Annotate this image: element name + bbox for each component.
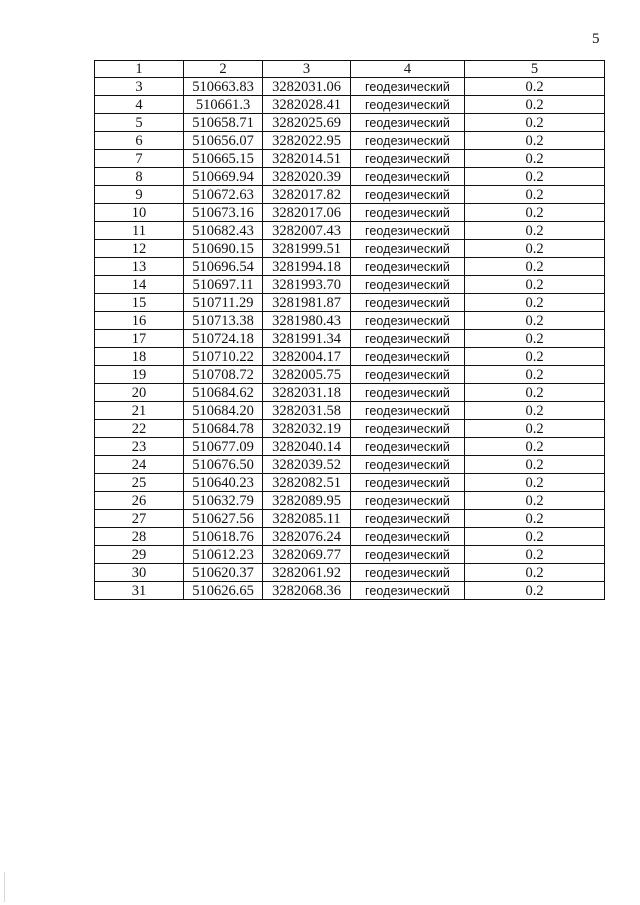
point-number-cell: 17 bbox=[95, 330, 184, 348]
table-row bbox=[95, 366, 605, 384]
table-row bbox=[95, 168, 605, 186]
y-coordinate-cell: 3282032.19 bbox=[263, 420, 351, 438]
method-cell: геодезический bbox=[351, 492, 465, 510]
y-coordinate-cell: 3282089.95 bbox=[263, 492, 351, 510]
point-number-cell: 24 bbox=[95, 456, 184, 474]
table-row bbox=[95, 204, 605, 222]
accuracy-cell: 0.2 bbox=[465, 582, 605, 600]
table-row bbox=[95, 528, 605, 546]
table-row bbox=[95, 582, 605, 600]
accuracy-cell: 0.2 bbox=[465, 456, 605, 474]
x-coordinate-cell: 510684.20 bbox=[184, 402, 263, 420]
y-coordinate-cell: 3282031.06 bbox=[263, 78, 351, 96]
column-header-5: 5 bbox=[465, 61, 605, 78]
column-header-2: 2 bbox=[184, 61, 263, 78]
table-body bbox=[95, 78, 605, 600]
table-row bbox=[95, 312, 605, 330]
y-coordinate-cell: 3282031.58 bbox=[263, 402, 351, 420]
x-coordinate-cell: 510620.37 bbox=[184, 564, 263, 582]
x-coordinate-cell: 510626.65 bbox=[184, 582, 263, 600]
y-coordinate-cell: 3282085.11 bbox=[263, 510, 351, 528]
accuracy-cell: 0.2 bbox=[465, 240, 605, 258]
point-number-cell: 22 bbox=[95, 420, 184, 438]
method-cell: геодезический bbox=[351, 78, 465, 96]
point-number-cell: 10 bbox=[95, 204, 184, 222]
method-cell: геодезический bbox=[351, 258, 465, 276]
accuracy-cell: 0.2 bbox=[465, 96, 605, 114]
x-coordinate-cell: 510697.11 bbox=[184, 276, 263, 294]
accuracy-cell: 0.2 bbox=[465, 366, 605, 384]
y-coordinate-cell: 3282017.06 bbox=[263, 204, 351, 222]
table-row bbox=[95, 420, 605, 438]
x-coordinate-cell: 510677.09 bbox=[184, 438, 263, 456]
point-number-cell: 29 bbox=[95, 546, 184, 564]
x-coordinate-cell: 510627.56 bbox=[184, 510, 263, 528]
accuracy-cell: 0.2 bbox=[465, 384, 605, 402]
method-cell: геодезический bbox=[351, 438, 465, 456]
x-coordinate-cell: 510618.76 bbox=[184, 528, 263, 546]
accuracy-cell: 0.2 bbox=[465, 528, 605, 546]
point-number-cell: 13 bbox=[95, 258, 184, 276]
table-row bbox=[95, 150, 605, 168]
point-number-cell: 8 bbox=[95, 168, 184, 186]
y-coordinate-cell: 3282007.43 bbox=[263, 222, 351, 240]
point-number-cell: 25 bbox=[95, 474, 184, 492]
point-number-cell: 7 bbox=[95, 150, 184, 168]
x-coordinate-cell: 510661.3 bbox=[184, 96, 263, 114]
table-row bbox=[95, 222, 605, 240]
table-row bbox=[95, 258, 605, 276]
method-cell: геодезический bbox=[351, 312, 465, 330]
x-coordinate-cell: 510658.71 bbox=[184, 114, 263, 132]
method-cell: геодезический bbox=[351, 168, 465, 186]
point-number-cell: 30 bbox=[95, 564, 184, 582]
table-row bbox=[95, 564, 605, 582]
point-number-cell: 3 bbox=[95, 78, 184, 96]
column-header-3: 3 bbox=[263, 61, 351, 78]
accuracy-cell: 0.2 bbox=[465, 420, 605, 438]
method-cell: геодезический bbox=[351, 582, 465, 600]
y-coordinate-cell: 3282025.69 bbox=[263, 114, 351, 132]
point-number-cell: 26 bbox=[95, 492, 184, 510]
table-row bbox=[95, 330, 605, 348]
y-coordinate-cell: 3281980.43 bbox=[263, 312, 351, 330]
coordinates-table bbox=[94, 60, 605, 600]
table-row bbox=[95, 276, 605, 294]
method-cell: геодезический bbox=[351, 474, 465, 492]
point-number-cell: 9 bbox=[95, 186, 184, 204]
x-coordinate-cell: 510673.16 bbox=[184, 204, 263, 222]
y-coordinate-cell: 3282068.36 bbox=[263, 582, 351, 600]
table-row bbox=[95, 186, 605, 204]
table-row bbox=[95, 456, 605, 474]
point-number-cell: 23 bbox=[95, 438, 184, 456]
accuracy-cell: 0.2 bbox=[465, 312, 605, 330]
point-number-cell: 18 bbox=[95, 348, 184, 366]
y-coordinate-cell: 3282082.51 bbox=[263, 474, 351, 492]
table-row bbox=[95, 384, 605, 402]
method-cell: геодезический bbox=[351, 204, 465, 222]
method-cell: геодезический bbox=[351, 150, 465, 168]
method-cell: геодезический bbox=[351, 456, 465, 474]
x-coordinate-cell: 510663.83 bbox=[184, 78, 263, 96]
table-row bbox=[95, 240, 605, 258]
point-number-cell: 16 bbox=[95, 312, 184, 330]
accuracy-cell: 0.2 bbox=[465, 294, 605, 312]
accuracy-cell: 0.2 bbox=[465, 168, 605, 186]
x-coordinate-cell: 510713.38 bbox=[184, 312, 263, 330]
point-number-cell: 20 bbox=[95, 384, 184, 402]
point-number-cell: 5 bbox=[95, 114, 184, 132]
accuracy-cell: 0.2 bbox=[465, 132, 605, 150]
y-coordinate-cell: 3282076.24 bbox=[263, 528, 351, 546]
x-coordinate-cell: 510665.15 bbox=[184, 150, 263, 168]
page-number: 5 bbox=[592, 31, 600, 47]
accuracy-cell: 0.2 bbox=[465, 276, 605, 294]
method-cell: геодезический bbox=[351, 240, 465, 258]
accuracy-cell: 0.2 bbox=[465, 348, 605, 366]
y-coordinate-cell: 3282069.77 bbox=[263, 546, 351, 564]
method-cell: геодезический bbox=[351, 132, 465, 150]
method-cell: геодезический bbox=[351, 420, 465, 438]
method-cell: геодезический bbox=[351, 294, 465, 312]
y-coordinate-cell: 3281981.87 bbox=[263, 294, 351, 312]
method-cell: геодезический bbox=[351, 528, 465, 546]
method-cell: геодезический bbox=[351, 384, 465, 402]
method-cell: геодезический bbox=[351, 222, 465, 240]
table-row bbox=[95, 546, 605, 564]
point-number-cell: 31 bbox=[95, 582, 184, 600]
table-row bbox=[95, 96, 605, 114]
accuracy-cell: 0.2 bbox=[465, 114, 605, 132]
point-number-cell: 15 bbox=[95, 294, 184, 312]
method-cell: геодезический bbox=[351, 546, 465, 564]
x-coordinate-cell: 510612.23 bbox=[184, 546, 263, 564]
accuracy-cell: 0.2 bbox=[465, 564, 605, 582]
method-cell: геодезический bbox=[351, 366, 465, 384]
accuracy-cell: 0.2 bbox=[465, 186, 605, 204]
x-coordinate-cell: 510669.94 bbox=[184, 168, 263, 186]
accuracy-cell: 0.2 bbox=[465, 150, 605, 168]
accuracy-cell: 0.2 bbox=[465, 492, 605, 510]
x-coordinate-cell: 510672.63 bbox=[184, 186, 263, 204]
table-row bbox=[95, 348, 605, 366]
table-row bbox=[95, 402, 605, 420]
x-coordinate-cell: 510632.79 bbox=[184, 492, 263, 510]
table-row bbox=[95, 474, 605, 492]
accuracy-cell: 0.2 bbox=[465, 474, 605, 492]
header-row bbox=[95, 61, 605, 78]
y-coordinate-cell: 3281999.51 bbox=[263, 240, 351, 258]
method-cell: геодезический bbox=[351, 402, 465, 420]
accuracy-cell: 0.2 bbox=[465, 204, 605, 222]
x-coordinate-cell: 510656.07 bbox=[184, 132, 263, 150]
y-coordinate-cell: 3282022.95 bbox=[263, 132, 351, 150]
y-coordinate-cell: 3282014.51 bbox=[263, 150, 351, 168]
point-number-cell: 14 bbox=[95, 276, 184, 294]
x-coordinate-cell: 510684.62 bbox=[184, 384, 263, 402]
table-row bbox=[95, 114, 605, 132]
method-cell: геодезический bbox=[351, 564, 465, 582]
method-cell: геодезический bbox=[351, 348, 465, 366]
y-coordinate-cell: 3281991.34 bbox=[263, 330, 351, 348]
accuracy-cell: 0.2 bbox=[465, 222, 605, 240]
point-number-cell: 21 bbox=[95, 402, 184, 420]
method-cell: геодезический bbox=[351, 510, 465, 528]
x-coordinate-cell: 510724.18 bbox=[184, 330, 263, 348]
point-number-cell: 4 bbox=[95, 96, 184, 114]
x-coordinate-cell: 510684.78 bbox=[184, 420, 263, 438]
method-cell: геодезический bbox=[351, 114, 465, 132]
column-header-1: 1 bbox=[95, 61, 184, 78]
x-coordinate-cell: 510708.72 bbox=[184, 366, 263, 384]
point-number-cell: 28 bbox=[95, 528, 184, 546]
point-number-cell: 19 bbox=[95, 366, 184, 384]
table-row bbox=[95, 492, 605, 510]
method-cell: геодезический bbox=[351, 186, 465, 204]
point-number-cell: 11 bbox=[95, 222, 184, 240]
point-number-cell: 6 bbox=[95, 132, 184, 150]
table-header bbox=[95, 61, 605, 78]
y-coordinate-cell: 3282039.52 bbox=[263, 456, 351, 474]
accuracy-cell: 0.2 bbox=[465, 438, 605, 456]
column-header-4: 4 bbox=[351, 61, 465, 78]
table-row bbox=[95, 132, 605, 150]
y-coordinate-cell: 3282004.17 bbox=[263, 348, 351, 366]
point-number-cell: 12 bbox=[95, 240, 184, 258]
x-coordinate-cell: 510682.43 bbox=[184, 222, 263, 240]
y-coordinate-cell: 3282061.92 bbox=[263, 564, 351, 582]
table-row bbox=[95, 438, 605, 456]
accuracy-cell: 0.2 bbox=[465, 330, 605, 348]
y-coordinate-cell: 3282020.39 bbox=[263, 168, 351, 186]
x-coordinate-cell: 510640.23 bbox=[184, 474, 263, 492]
y-coordinate-cell: 3282028.41 bbox=[263, 96, 351, 114]
y-coordinate-cell: 3282005.75 bbox=[263, 366, 351, 384]
accuracy-cell: 0.2 bbox=[465, 546, 605, 564]
x-coordinate-cell: 510676.50 bbox=[184, 456, 263, 474]
accuracy-cell: 0.2 bbox=[465, 510, 605, 528]
y-coordinate-cell: 3282031.18 bbox=[263, 384, 351, 402]
method-cell: геодезический bbox=[351, 330, 465, 348]
x-coordinate-cell: 510696.54 bbox=[184, 258, 263, 276]
accuracy-cell: 0.2 bbox=[465, 258, 605, 276]
point-number-cell: 27 bbox=[95, 510, 184, 528]
x-coordinate-cell: 510690.15 bbox=[184, 240, 263, 258]
y-coordinate-cell: 3282040.14 bbox=[263, 438, 351, 456]
y-coordinate-cell: 3281994.18 bbox=[263, 258, 351, 276]
x-coordinate-cell: 510711.29 bbox=[184, 294, 263, 312]
scan-edge-mark bbox=[4, 872, 5, 902]
table-row bbox=[95, 78, 605, 96]
accuracy-cell: 0.2 bbox=[465, 402, 605, 420]
table-row bbox=[95, 294, 605, 312]
table-row bbox=[95, 510, 605, 528]
y-coordinate-cell: 3282017.82 bbox=[263, 186, 351, 204]
y-coordinate-cell: 3281993.70 bbox=[263, 276, 351, 294]
method-cell: геодезический bbox=[351, 96, 465, 114]
x-coordinate-cell: 510710.22 bbox=[184, 348, 263, 366]
method-cell: геодезический bbox=[351, 276, 465, 294]
accuracy-cell: 0.2 bbox=[465, 78, 605, 96]
